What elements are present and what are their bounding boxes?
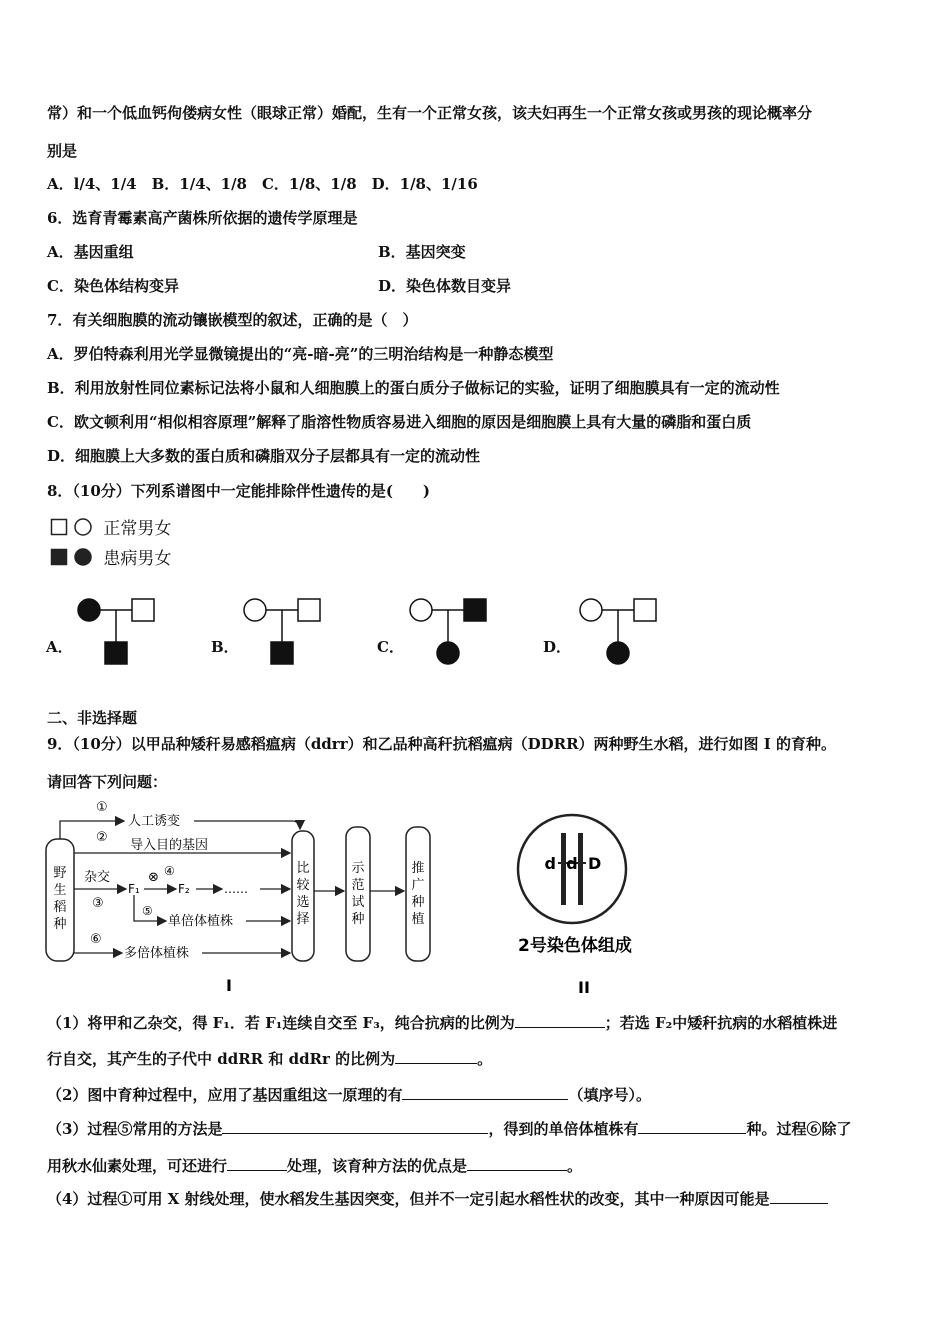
- num-1: ①: [96, 800, 108, 815]
- pedigree-a: [72, 594, 167, 670]
- legend-affected-label: 患病男女: [103, 549, 172, 569]
- q9-part2: [47, 1084, 651, 1105]
- q9-p3-a: （3）过程⑤常用的方法是: [47, 1120, 223, 1138]
- pro-char-4: 植: [411, 912, 425, 927]
- pro-char-2: 广: [411, 878, 425, 893]
- affected-symbols-icon: [50, 547, 98, 567]
- dem-char-1: 示: [351, 861, 365, 876]
- chromatid-1: [561, 833, 566, 905]
- route-transgenic: 导入目的基因: [130, 838, 209, 853]
- q5-line1: 常）和一个低血钙佝偻病女性（眼球正常）婚配，生有一个正常女孩，该夫妇再生一个正常女孩或男孩的现论概率分: [47, 104, 813, 122]
- pedigree-a-label: A．: [46, 638, 73, 656]
- q9-p4-a: （4）过程①可用 X 射线处理，使水稻发生基因突变，但并不一定引起水稻性状的改变，其中一种原因可能是: [47, 1190, 770, 1208]
- pedigree-d: [574, 594, 669, 670]
- dem-char-3: 试: [351, 895, 365, 910]
- q9-p2-a: （2）图中育种过程中，应用了基因重组这一原理的有: [47, 1086, 403, 1104]
- route-haploid: 单倍体植株: [168, 914, 234, 929]
- num-3: ③: [92, 896, 104, 911]
- source-char-3: 稻: [53, 900, 67, 915]
- q7-option-a: A．罗伯特森利用光学显微镜提出的“亮-暗-亮”的三明治结构是一种静态模型: [47, 345, 554, 363]
- legend-normal: [50, 514, 171, 539]
- route-polyploid: 多倍体植株: [124, 946, 190, 961]
- answer-blank-7[interactable]: [467, 1156, 567, 1171]
- pedigree-c: [404, 594, 499, 670]
- route-mutation: 人工诱变: [128, 814, 181, 829]
- q7-stem: 7．有关细胞膜的流动镶嵌模型的叙述，正确的是（ ）: [47, 311, 418, 329]
- num-6: ⑥: [90, 932, 102, 947]
- cmp-char-1: 比: [296, 861, 310, 876]
- q8-stem: 8．（10分）下列系谱图中一定能排除伴性遗传的是( ): [47, 482, 431, 500]
- route-cross: 杂交: [84, 870, 111, 885]
- q9-p3-b: ，得到的单倍体植株有: [488, 1120, 639, 1138]
- answer-blank-6[interactable]: [227, 1156, 287, 1171]
- figure-2-label: II: [578, 978, 590, 997]
- f-dots: ……: [224, 882, 248, 896]
- q9-p2-b: （填序号）。: [568, 1086, 651, 1104]
- q6-option-c: C．染色体结构变异: [47, 277, 179, 295]
- q9-part3-line1: [47, 1118, 851, 1139]
- q7-option-b: B．利用放射性同位素标记法将小鼠和人细胞膜上的蛋白质分子做标记的实验，证明了细胞膜具有一定的流动性: [47, 379, 780, 397]
- q9-p1-b: ；若选 F₂中矮秆抗病的水稻植株进: [604, 1014, 838, 1032]
- q7-option-c: C．欧文顿利用“相似相容原理”解释了脂溶性物质容易进入细胞的原因是细胞膜上具有大量的磷脂和蛋白质: [47, 413, 752, 431]
- answer-blank-4[interactable]: [222, 1119, 488, 1134]
- dem-char-2: 范: [351, 878, 365, 893]
- num-5: ⑤: [142, 904, 153, 918]
- pro-char-1: 推: [411, 861, 425, 876]
- q9-stem-2: 请回答下列问题：: [47, 773, 168, 791]
- num-4: ④: [164, 864, 175, 878]
- q6-option-b: B．基因突变: [378, 243, 466, 261]
- q9-p1-a: （1）将甲和乙杂交，得 F₁．若 F₁连续自交至 F₃，纯合抗病的比例为: [47, 1014, 515, 1032]
- answer-blank-8[interactable]: [770, 1189, 828, 1204]
- promote-box: [406, 827, 430, 961]
- allele-1: d: [544, 854, 556, 873]
- allele-2: d: [566, 854, 578, 873]
- q6-option-d: D．染色体数目变异: [378, 277, 512, 295]
- q9-part1-line2: [47, 1048, 492, 1069]
- q9-p3-f: 。: [567, 1157, 583, 1175]
- q5-options: A．l/4、1/4 B．1/4、1/8 C．1/8、1/8 D．1/8、1/16: [47, 175, 478, 193]
- source-char-2: 生: [53, 883, 67, 898]
- pedigree-c-label: C．: [377, 638, 404, 656]
- q9-p1-c: 行自交，其产生的子代中 ddRR 和 ddRr 的比例为: [47, 1050, 396, 1068]
- pedigree-d-label: D．: [543, 638, 572, 656]
- chromatid-2: [578, 833, 583, 905]
- q5-line2: 别是: [47, 142, 78, 160]
- chromosome-diagram: [506, 813, 656, 1003]
- q7-option-d: D．细胞膜上大多数的蛋白质和磷脂双分子层都具有一定的流动性: [47, 447, 481, 465]
- selfing-symbol: ⊗: [148, 870, 159, 885]
- cmp-char-3: 选: [296, 895, 310, 910]
- dem-char-4: 种: [351, 912, 365, 927]
- q9-part1-line1: [47, 1012, 837, 1033]
- q9-stem: 9．（10分）以甲品种矮秆易感稻瘟病（ddrr）和乙品种高秆抗稻瘟病（DDRR）两种野生水稻，进行如图 I 的育种。: [47, 735, 837, 753]
- normal-symbols-icon: [50, 517, 98, 537]
- num-2: ②: [96, 830, 108, 845]
- q9-p3-d: 用秋水仙素处理，可还进行: [47, 1157, 228, 1175]
- q6-stem: 6．选育青霉素高产菌株所依据的遗传学原理是: [47, 209, 358, 227]
- q9-part3-line2: [47, 1155, 582, 1176]
- q6-option-a: A．基因重组: [47, 243, 134, 261]
- cmp-char-2: 较: [296, 878, 310, 893]
- breeding-diagram: [44, 797, 444, 999]
- figure-2-caption: 2号染色体组成: [518, 936, 632, 956]
- legend-normal-label: 正常男女: [103, 519, 172, 539]
- source-char-4: 种: [53, 917, 67, 932]
- answer-blank-3[interactable]: [402, 1085, 568, 1100]
- section-2-title: 二、非选择题: [47, 709, 138, 727]
- cmp-char-4: 择: [296, 912, 310, 927]
- answer-blank-2[interactable]: [395, 1049, 477, 1064]
- q9-p3-e: 处理，该育种方法的优点是: [287, 1157, 468, 1175]
- answer-blank-1[interactable]: [515, 1013, 605, 1028]
- demo-box: [346, 827, 370, 961]
- q9-p1-d: 。: [477, 1050, 493, 1068]
- pedigree-b-label: B．: [211, 638, 239, 656]
- pedigree-b: [238, 594, 333, 670]
- allele-3: D: [588, 854, 602, 873]
- q9-part4: [47, 1188, 828, 1209]
- f2-label: F₂: [178, 882, 190, 896]
- f1-label: F₁: [128, 882, 140, 896]
- q9-p3-c: 种。过程⑥除了: [746, 1120, 852, 1138]
- source-char-1: 野: [53, 866, 67, 881]
- pro-char-3: 种: [411, 895, 425, 910]
- answer-blank-5[interactable]: [638, 1119, 746, 1134]
- legend-affected: [50, 544, 171, 569]
- figure-1-label: I: [226, 976, 232, 995]
